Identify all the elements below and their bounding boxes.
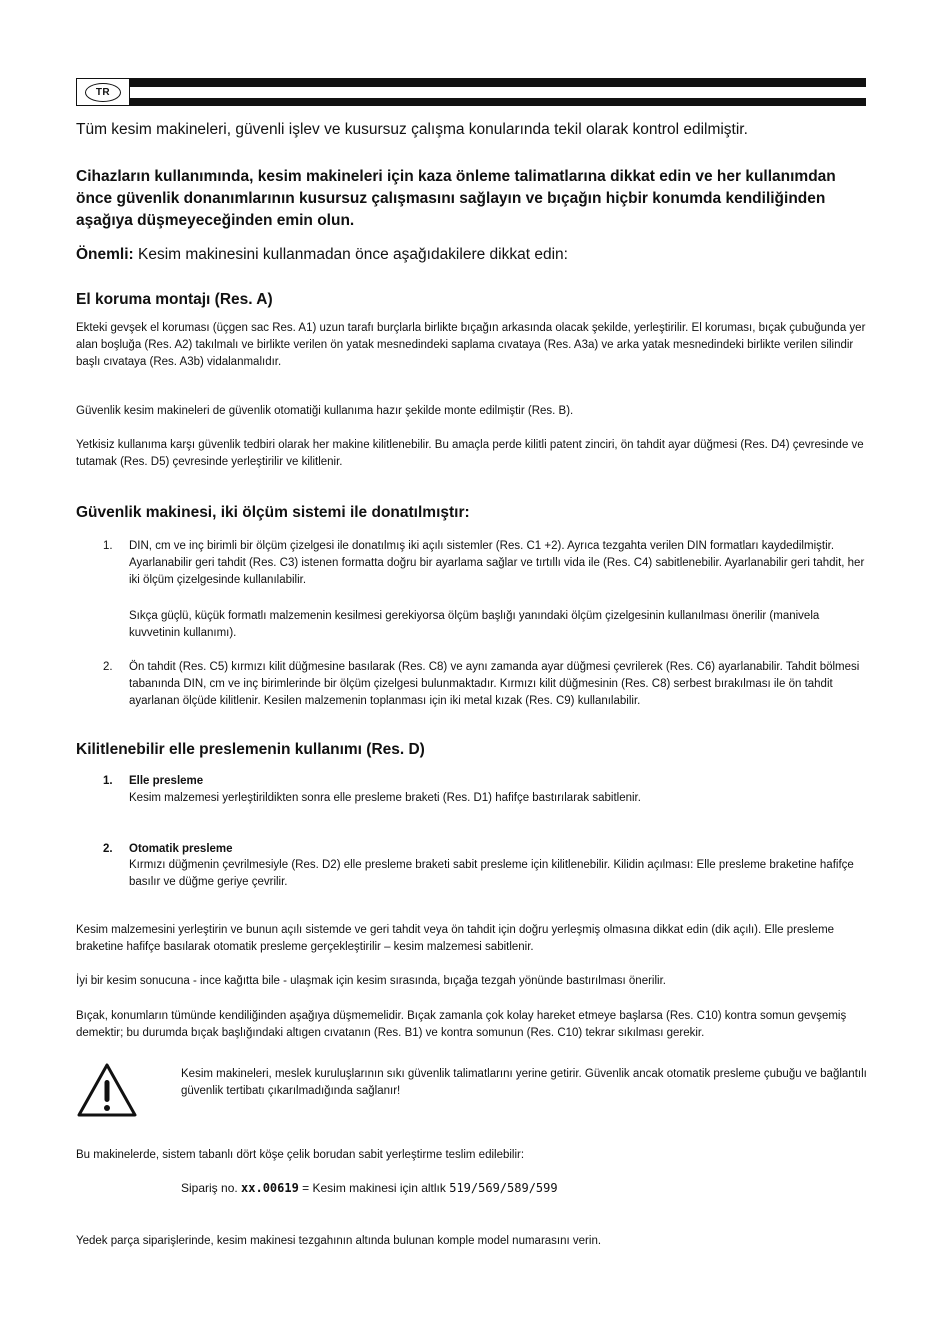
warning-note: Kesim makineleri, meslek kuruluşlarının sıkı güvenlik talimatlarını yerine getirir. Güvenlik ancak otomatik presleme çubuğu ve bağlantılı güvenlik tertibatı çıkarılmadığında sağlanır! <box>181 1068 867 1097</box>
language-badge: TR <box>85 83 121 102</box>
section-c-paragraph-1: Kesim malzemesini yerleştirin ve bunun açılı sistemde ve geri tahdit veya ön tahdit için doğru yerleşmiş olmasına dikkat edin (dik açılı). Elle presleme braketine hafifçe basılarak otomatik presleme gerçekleştirilir – kesim malzemesi sabitlenir. <box>76 924 835 953</box>
list-item-number: 2. <box>103 661 113 673</box>
list-item-title: Elle presleme <box>129 775 204 787</box>
section-c-paragraph-2: İyi bir kesim sonucuna - ince kağıtta bile - ulaşmak için kesim sırasında, bıçağa tezgah yönünde bastırılması önerilir. <box>76 975 666 987</box>
spare-parts-note: Yedek parça siparişlerinde, kesim makinesi tezgahının altında bulunan komple model numarasını verin. <box>76 1235 602 1247</box>
order-line <box>181 1181 558 1195</box>
list-item-text: Kırmızı düğmenin çevrilmesiyle (Res. D2) elle presleme braketi sabit presleme için kilitlenebilir. Kilidin açılması: Elle presleme braketine hafifçe basılır ve düğme geriye çevrilir. <box>129 859 854 888</box>
list-item-number: 1. <box>103 775 113 787</box>
section-a-paragraph-1: Ekteki gevşek el koruması (üçgen sac Res. A1) uzun tarafı burçlarla birlikte bıçağın arkasında olacak şekilde, yerleştirilir. El koruması, bıçak çubuğunda yer alan boşluğa (Res. A2) takılmalı ve birlikte verilen ön yatak mesnedindeki saplama cıvataya (Res. A3a) ve arka yatak mesnedindeki birlikte verilen silindir başlı cıvataya (Res. A3b) vidalanmalıdır. <box>76 322 866 368</box>
list-item-number: 1. <box>103 540 113 552</box>
safety-warning: Cihazların kullanımında, kesim makineleri için kaza önleme talimatlarına dikkat edin ve her kullanımdan önce güvenlik donanımlarının kusursuz çalışmasını sağlayın ve bıçağın hiçbir konumda kendiliğinden aşağıya düşmeyeceğinden emin olun. <box>76 168 836 229</box>
list-item-extra: Sıkça güçlü, küçük formatlı malzemenin kesilmesi gerekiyorsa ölçüm başlığı yanındaki ölçüm çizelgesinin kullanılması önerilir (manivela kuvvetinin kullanımı). <box>129 610 820 639</box>
order-code: xx.00619 <box>241 1181 299 1195</box>
intro-text: Tüm kesim makineleri, güvenli işlev ve kusursuz çalışma konularında tekil olarak kontrol edilmiştir. <box>76 121 748 138</box>
order-middle: = Kesim makinesi için altlık <box>298 1181 450 1195</box>
section-b-heading: Güvenlik makinesi, iki ölçüm sistemi ile donatılmıştır: <box>76 504 470 521</box>
order-prefix: Sipariş no. <box>181 1181 242 1195</box>
section-a-paragraph-3: Yetkisiz kullanıma karşı güvenlik tedbiri olarak her makine kilitlenebilir. Bu amaçla perde kilitli patent zinciri, ön tahdit ayar düğmesi (Res. D4) çevresinde ve tutamak (Res. D5) çevresinde yerleştirilir ve kilitlenir. <box>76 439 864 468</box>
language-badge-box <box>76 78 130 106</box>
section-a-heading: El koruma montajı (Res. A) <box>76 291 273 308</box>
section-a-paragraph-2: Güvenlik kesim makineleri de güvenlik otomatiği kullanıma hazır şekilde monte edilmiştir (Res. B). <box>76 405 574 417</box>
base-note: Bu makinelerde, sistem tabanlı dört köşe çelik borudan sabit yerleştirme teslim edilebilir: <box>76 1149 525 1161</box>
important-label: Önemli: <box>76 246 134 263</box>
warning-triangle-icon <box>76 1062 138 1118</box>
header-bar-top <box>130 78 866 87</box>
list-item-text: Ön tahdit (Res. C5) kırmızı kilit düğmesine basılarak (Res. C8) ve aynı zamanda ayar düğmesi çevrilerek (Res. C6) ayarlanabilir. Tahdit bölmesi tabanında DIN, cm ve inç birimlerinde bir ölçüm çizelgesi bulunmaktadır. Kırmızı kilit düğmesinin (Res. C8) serbest bırakılması ile ön tahdit ayarlanan ölçüde kilitlenir. Kesilen malzemenin toplanması için iki metal kızak (Res. C9) kullanılabilir. <box>129 661 860 707</box>
header-bar-bottom <box>130 98 866 106</box>
list-item-text: Kesim malzemesi yerleştirildikten sonra elle presleme braketi (Res. D1) hafifçe bastırılarak sabitlenir. <box>129 792 641 804</box>
list-item-title: Otomatik presleme <box>129 843 233 855</box>
important-line <box>76 246 568 264</box>
list-item-number: 2. <box>103 843 113 855</box>
section-c-paragraph-3: Bıçak, konumların tümünde kendiliğinden aşağıya düşmemelidir. Bıçak zamanla çok kolay hareket etmeye başlarsa (Res. C10) kontra somun gevşemiş demektir; bu durumda bıçak başlığındaki altıgen cıvatanın (Res. B1) ve kontra somunun (Res. C10) tekrar sıkılması gerekir. <box>76 1010 847 1039</box>
important-text: Kesim makinesini kullanmadan önce aşağıdakilere dikkat edin: <box>133 246 568 263</box>
order-models: 519/569/589/599 <box>449 1181 558 1195</box>
section-c-heading: Kilitlenebilir elle preslemenin kullanımı (Res. D) <box>76 741 425 758</box>
list-item-text: DIN, cm ve inç birimli bir ölçüm çizelgesi ile donatılmış iki açılı sistemler (Res. C1 +2). Ayrıca tezgahta verilen DIN formatları kaydedilmiştir. Ayarlanabilir geri tahdit (Res. C3) istenen formatta doğru bir ayarlama sağlar ve tırtıllı vida ile (Res. C4) sabitlenebilir. Ayarlanabilir geri tahdit, her iki ölçüm çizelgesinde kullanılabilir. <box>129 540 865 586</box>
